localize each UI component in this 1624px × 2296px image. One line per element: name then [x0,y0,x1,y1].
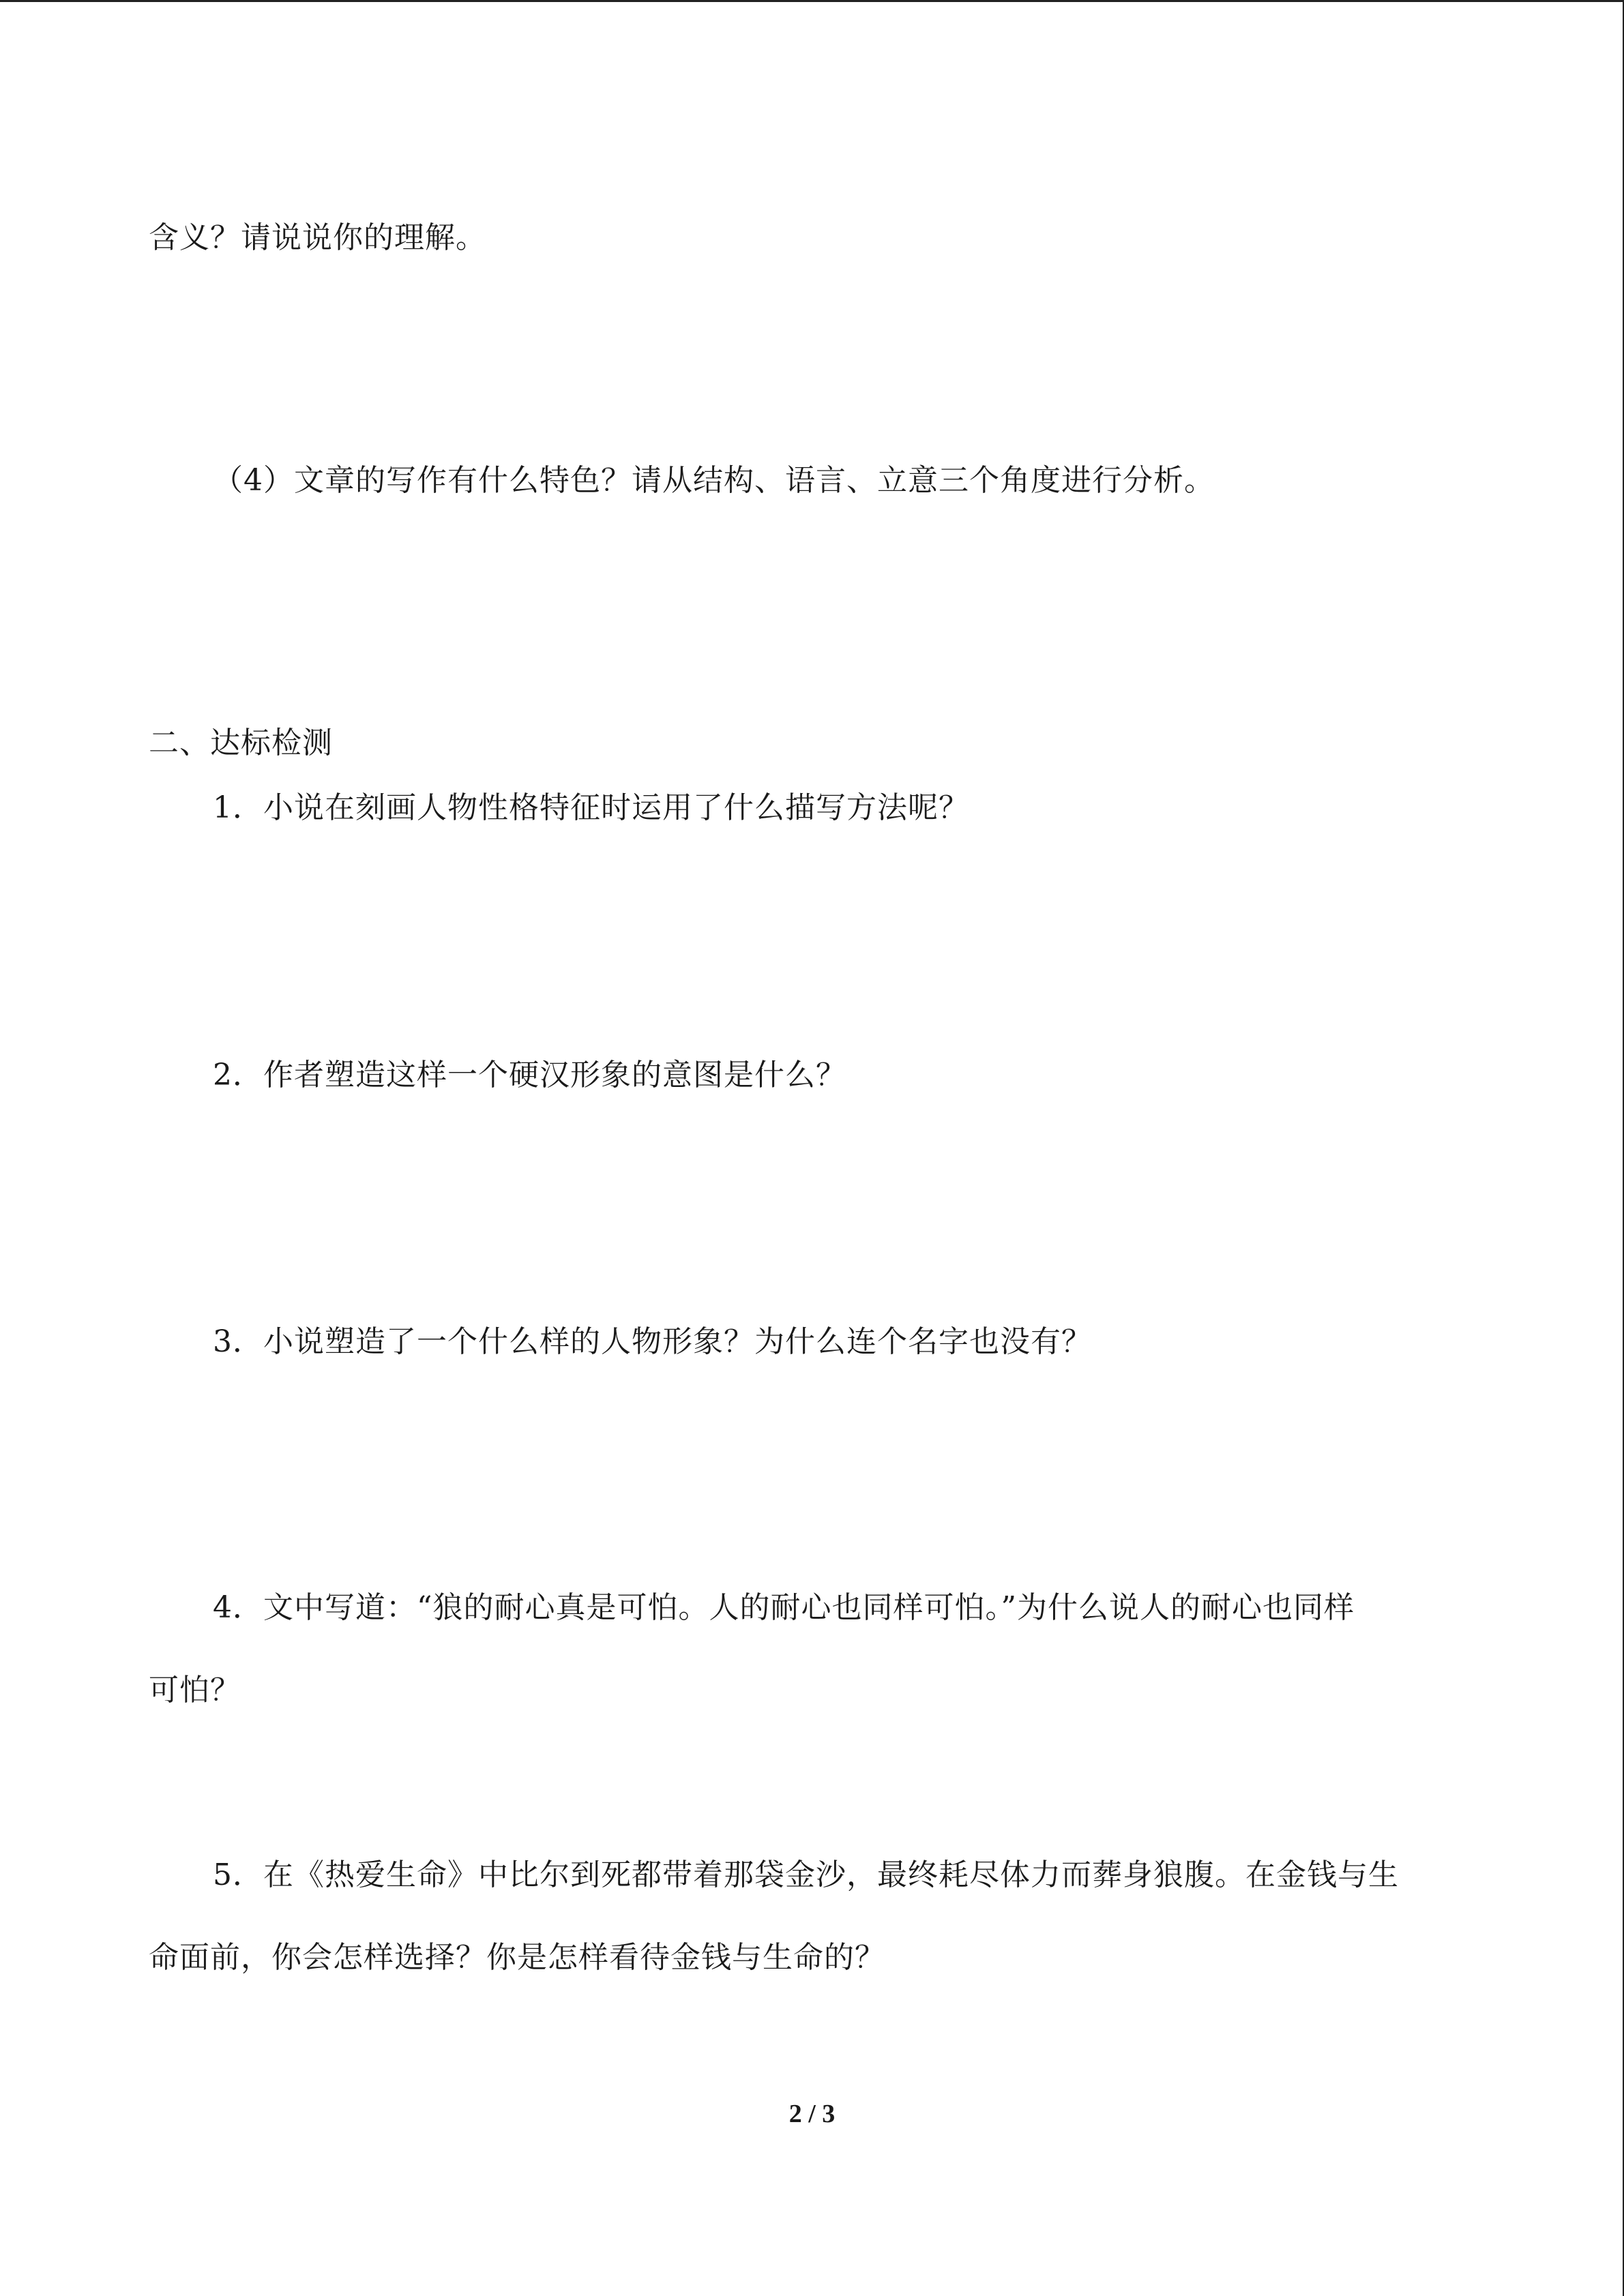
item-5-text-line-1: 5．在《热爱生命》中比尔到死都带着那袋金沙，最终耗尽体力而葬身狼腹。在金钱与生 [213,1858,1399,1892]
item-5-text-line-2: 命面前，你会怎样选择？你是怎样看待金钱与生命的？ [149,1940,885,1975]
item-1-text: 1．小说在刻画人物性格特征时运用了什么描写方法呢？ [213,790,969,825]
item-2-text: 2．作者塑造这样一个硬汉形象的意图是什么？ [213,1058,846,1092]
item-4-text-line-2: 可怕？ [149,1673,241,1708]
item-4-text-line-1: 4．文中写道：“狼的耐心真是可怕。人的耐心也同样可怕。”为什么说人的耐心也同样 [213,1590,1355,1625]
continued-question-text: 含义？请说说你的理解。 [149,220,486,255]
item-3-text: 3．小说塑造了一个什么样的人物形象？为什么连个名字也没有？ [213,1324,1092,1359]
section-heading: 二、达标检测 [149,726,333,760]
question-4-text: （4）文章的写作有什么特色？请从结构、语言、立意三个角度进行分析。 [213,463,1215,498]
page-number: 2 / 3 [788,2100,836,2128]
